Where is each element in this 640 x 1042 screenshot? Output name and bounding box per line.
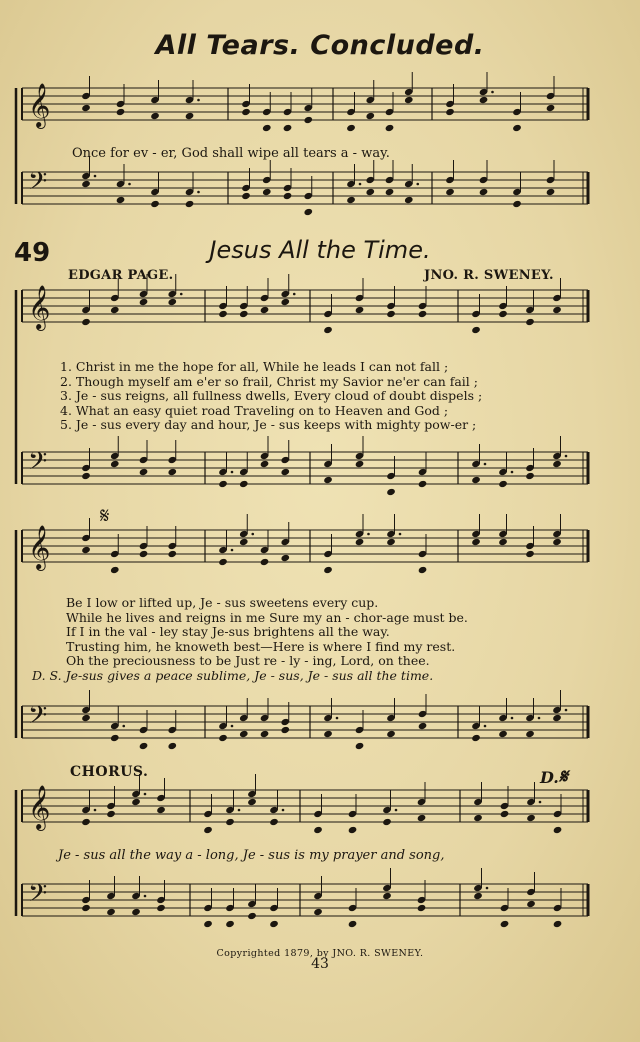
note-head xyxy=(355,742,365,750)
note-dot xyxy=(511,471,514,474)
note-head xyxy=(225,818,235,826)
note-head xyxy=(247,912,257,920)
note-head xyxy=(471,326,481,334)
note-head xyxy=(471,476,481,484)
note-head xyxy=(313,908,323,916)
note-head xyxy=(167,550,177,558)
note-head xyxy=(131,798,141,806)
note-head xyxy=(355,538,365,546)
note-head xyxy=(81,904,91,912)
note-head xyxy=(525,550,535,558)
note-head xyxy=(203,920,213,928)
note-head xyxy=(131,908,141,916)
note-head xyxy=(110,306,120,314)
note-head xyxy=(303,116,313,124)
note-dot xyxy=(293,293,296,296)
verse-line: Oh the preciousness to be Just re - ly - ing, Lord, on thee. xyxy=(66,653,430,668)
note-head xyxy=(348,920,358,928)
ds-line: D. S. Je-sus gives a peace sublime, Je - sus, Je - sus all the time. xyxy=(32,668,434,683)
note-head xyxy=(116,108,126,116)
note-dot xyxy=(395,809,398,812)
note-head xyxy=(323,476,333,484)
note-head xyxy=(185,200,195,208)
note-dot xyxy=(539,801,542,804)
verse-line: Be I low or lifted up, Je - sus sweetens every cup. xyxy=(66,595,379,610)
note-head xyxy=(418,566,428,574)
note-head xyxy=(526,900,536,908)
note-head xyxy=(81,714,91,722)
note-head xyxy=(500,810,510,818)
note-dot xyxy=(231,725,234,728)
note-dot xyxy=(197,191,200,194)
note-head xyxy=(386,310,396,318)
note-head xyxy=(150,200,160,208)
verse-block-a xyxy=(60,360,482,433)
note-head xyxy=(218,480,228,488)
note-dot xyxy=(565,455,568,458)
note-head xyxy=(116,196,126,204)
note-head xyxy=(512,124,522,132)
hymn-title: Jesus All the Time. xyxy=(209,236,431,264)
bass-clef: 𝄢 xyxy=(28,701,48,736)
note-head xyxy=(479,188,489,196)
note-dot xyxy=(94,175,97,178)
copyright-notice: Copyrighted 1879, by JNO. R. SWENEY. xyxy=(216,948,424,959)
note-head xyxy=(445,108,455,116)
note-dot xyxy=(484,725,487,728)
note-head xyxy=(386,538,396,546)
note-head xyxy=(348,826,358,834)
note-dot xyxy=(144,895,147,898)
note-head xyxy=(365,188,375,196)
note-head xyxy=(471,538,481,546)
note-head xyxy=(203,826,213,834)
note-head xyxy=(81,818,91,826)
note-head xyxy=(346,124,356,132)
note-dot xyxy=(367,533,370,536)
verse-line: 5. Je - sus every day and hour, Je - sus keeps with mighty pow-er ; xyxy=(60,417,477,432)
note-head xyxy=(247,798,257,806)
note-dot xyxy=(231,471,234,474)
note-head xyxy=(260,730,270,738)
note-dot xyxy=(511,717,514,720)
note-head xyxy=(385,188,395,196)
note-head xyxy=(185,112,195,120)
note-head xyxy=(239,480,249,488)
chorus-label: CHORUS. xyxy=(70,764,149,780)
treble-clef: 𝄞 xyxy=(28,83,51,127)
hymn-top-title: All Tears. Concluded. xyxy=(155,30,485,61)
note-head xyxy=(365,112,375,120)
verse-line: 1. Christ in me the hope for all, While he leads I can not fall ; xyxy=(60,359,449,374)
note-head xyxy=(280,554,290,562)
note-head xyxy=(355,306,365,314)
note-head xyxy=(526,814,536,822)
note-head xyxy=(382,818,392,826)
hymn-number: 49 xyxy=(14,238,51,268)
note-dot xyxy=(94,809,97,812)
bass-clef: 𝄢 xyxy=(28,879,48,914)
verse-block-b xyxy=(66,596,468,669)
note-head xyxy=(323,326,333,334)
note-head xyxy=(303,208,313,216)
note-dot xyxy=(144,793,147,796)
note-head xyxy=(260,558,270,566)
note-head xyxy=(81,104,91,112)
note-head xyxy=(283,192,293,200)
note-head xyxy=(417,814,427,822)
note-dot xyxy=(251,533,254,536)
note-head xyxy=(225,920,235,928)
note-dot xyxy=(491,91,494,94)
note-dot xyxy=(238,809,241,812)
hymn-author: EDGAR PAGE. xyxy=(68,268,174,283)
note-dot xyxy=(231,549,234,552)
note-dot xyxy=(538,717,541,720)
note-dot xyxy=(565,709,568,712)
ds-mark: D.𝄋 xyxy=(540,764,568,788)
note-head xyxy=(323,730,333,738)
note-head xyxy=(81,180,91,188)
note-head xyxy=(156,904,166,912)
note-head xyxy=(262,188,272,196)
note-head xyxy=(386,488,396,496)
note-head xyxy=(218,734,228,742)
verse-line: Trusting him, he knoweth best—Here is where I find my rest. xyxy=(66,638,456,654)
note-head xyxy=(525,472,535,480)
note-head xyxy=(110,566,120,574)
note-head xyxy=(81,546,91,554)
note-head xyxy=(382,892,392,900)
note-head xyxy=(546,188,556,196)
note-head xyxy=(280,726,290,734)
note-head xyxy=(81,472,91,480)
note-dot xyxy=(282,809,285,812)
note-head xyxy=(81,318,91,326)
hymn-composer: JNO. R. SWENEY. xyxy=(424,268,554,283)
note-head xyxy=(280,298,290,306)
bass-clef: 𝄢 xyxy=(28,167,48,202)
note-head xyxy=(498,480,508,488)
verse-line: 2. Though myself am e'er so frail, Christ my Savior ne'er can fail ; xyxy=(60,373,478,389)
note-head xyxy=(218,558,228,566)
note-head xyxy=(218,310,228,318)
note-head xyxy=(239,730,249,738)
note-dot xyxy=(336,717,339,720)
note-head xyxy=(552,460,562,468)
note-head xyxy=(167,742,177,750)
note-dot xyxy=(486,887,489,890)
note-head xyxy=(106,908,116,916)
note-head xyxy=(417,904,427,912)
note-head xyxy=(239,310,249,318)
note-head xyxy=(445,188,455,196)
note-head xyxy=(241,108,251,116)
note-head xyxy=(269,818,279,826)
note-head xyxy=(150,112,160,120)
note-dot xyxy=(416,183,419,186)
note-head xyxy=(139,468,149,476)
note-head xyxy=(110,460,120,468)
note-dot xyxy=(122,725,125,728)
note-head xyxy=(473,814,483,822)
note-head xyxy=(313,826,323,834)
treble-clef: 𝄞 xyxy=(28,285,51,329)
hymn-top-lyric: Once for ev - er, God shall wipe all tears a - way. xyxy=(72,146,390,161)
note-head xyxy=(241,192,251,200)
note-head xyxy=(283,124,293,132)
verse-line: 4. What an easy quiet road Traveling on to Heaven and God ; xyxy=(60,402,449,418)
note-head xyxy=(269,920,279,928)
note-head xyxy=(386,730,396,738)
note-head xyxy=(139,550,149,558)
note-head xyxy=(167,298,177,306)
note-head xyxy=(525,730,535,738)
note-head xyxy=(500,920,510,928)
note-head xyxy=(156,806,166,814)
note-head xyxy=(139,298,149,306)
note-head xyxy=(553,826,563,834)
note-dot xyxy=(180,293,183,296)
note-head xyxy=(525,318,535,326)
note-head xyxy=(106,810,116,818)
note-head xyxy=(239,538,249,546)
note-head xyxy=(260,460,270,468)
note-dot xyxy=(128,183,131,186)
note-head xyxy=(479,96,489,104)
treble-clef: 𝄞 xyxy=(28,785,51,829)
note-dot xyxy=(484,463,487,466)
note-head xyxy=(260,306,270,314)
page-number: 43 xyxy=(311,956,329,972)
note-head xyxy=(498,730,508,738)
note-head xyxy=(418,722,428,730)
verse-line: 3. Je - sus reigns, all fullness dwells, Every cloud of doubt dispels ; xyxy=(60,388,483,403)
verse-line: While he lives and reigns in me Sure my an - chor-age must be. xyxy=(66,609,468,625)
note-head xyxy=(418,480,428,488)
note-head xyxy=(385,124,395,132)
treble-clef: 𝄞 xyxy=(28,525,51,569)
note-head xyxy=(552,714,562,722)
note-head xyxy=(498,310,508,318)
note-head xyxy=(546,104,556,112)
note-head xyxy=(110,734,120,742)
note-head xyxy=(552,306,562,314)
note-head xyxy=(139,742,149,750)
note-head xyxy=(262,124,272,132)
segno-mark: 𝄋 xyxy=(100,504,110,529)
note-head xyxy=(498,538,508,546)
note-head xyxy=(404,96,414,104)
note-head xyxy=(471,734,481,742)
note-head xyxy=(346,196,356,204)
bass-clef: 𝄢 xyxy=(28,447,48,482)
note-head xyxy=(323,566,333,574)
note-head xyxy=(404,196,414,204)
note-head xyxy=(167,468,177,476)
note-head xyxy=(512,200,522,208)
note-head xyxy=(473,892,483,900)
note-head xyxy=(553,920,563,928)
note-dot xyxy=(197,99,200,102)
note-dot xyxy=(359,183,362,186)
note-head xyxy=(552,538,562,546)
note-head xyxy=(355,460,365,468)
verse-line: If I in the val - ley stay Je-sus brightens all the way. xyxy=(66,624,390,639)
chorus-lyric: Je - sus all the way a - long, Je - sus is my prayer and song, xyxy=(58,848,445,863)
note-head xyxy=(280,468,290,476)
note-dot xyxy=(399,533,402,536)
note-head xyxy=(418,310,428,318)
